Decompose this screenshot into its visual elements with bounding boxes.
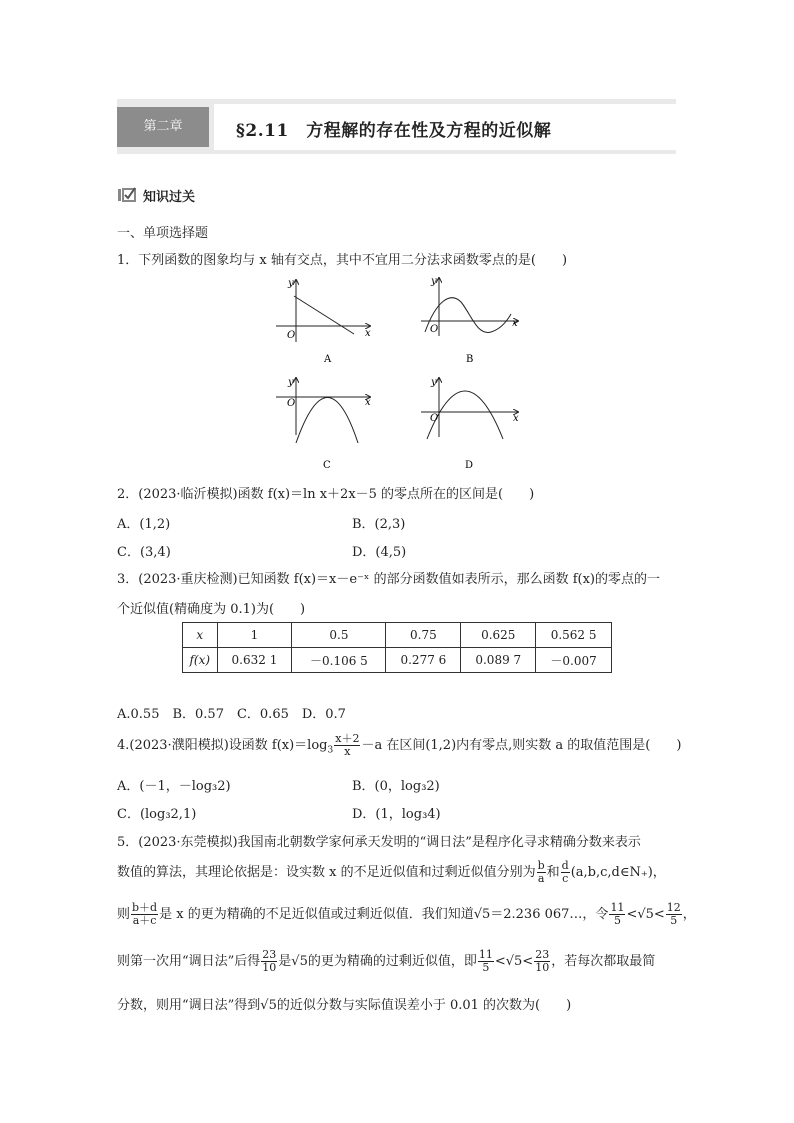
graph-c <box>270 375 380 475</box>
text-segment: 和 <box>546 865 560 880</box>
graph-b-y-label: y <box>431 276 437 287</box>
fraction <box>131 902 158 927</box>
text-segment: 数值的算法，其理论依据是：设实数 x 的不足近似值和过剩近似值分别为 <box>117 865 536 880</box>
page-title: §2.11 方程解的存在性及方程的近似解 <box>236 121 552 141</box>
table-cell: x <box>183 623 218 648</box>
fraction-numerator: 23 <box>262 948 277 961</box>
text-segment: <√5< <box>626 907 665 922</box>
table-cell: 0.562 5 <box>536 623 612 648</box>
question-4-option-d[interactable]: D．(1，log₃4) <box>352 807 441 822</box>
section-title: 知识过关 <box>143 190 196 205</box>
chapter-label: 第二章 <box>117 107 209 147</box>
question-3-options[interactable]: A.0.55 B．0.57 C．0.65 D．0.7 <box>117 707 346 722</box>
graph-a-y-label: y <box>288 278 294 289</box>
part-heading: 一、单项选择题 <box>117 226 209 241</box>
question-4-option-b[interactable]: B．(0，log₃2) <box>352 779 440 794</box>
graph-c-origin: O <box>287 398 296 409</box>
table-cell: 0.625 <box>461 623 536 648</box>
fraction <box>334 733 360 758</box>
question-4-post: －a 在区间(1,2)内有零点,则实数 a 的取值范围是( ) <box>361 738 682 753</box>
question-2-option-d[interactable]: D．(4,5) <box>352 545 407 560</box>
fraction-denominator: 5 <box>670 914 678 927</box>
table-cell: 0.5 <box>292 623 386 648</box>
table-cell: 0.75 <box>386 623 461 648</box>
graph-a-origin: O <box>287 330 296 341</box>
fraction <box>261 949 277 974</box>
graph-d-label: D <box>465 460 474 471</box>
graph-a-x-label: x <box>365 328 371 339</box>
graph-c-label: C <box>323 460 331 471</box>
text-segment: 则 <box>117 907 131 922</box>
question-1-stem: 1．下列函数的图象均与 x 轴有交点，其中不宜用二分法求函数零点的是( ) <box>117 253 568 268</box>
question-3-stem-line2: 个近似值(精确度为 0.1)为( ) <box>117 602 306 617</box>
text-segment: ，若每次都取最简 <box>551 954 656 969</box>
fraction-denominator: a <box>537 872 545 885</box>
graph-d-origin: O <box>430 413 439 424</box>
question-4-pre: 4.(2023·濮阳模拟)设函数 f(x)＝log <box>117 738 328 753</box>
graph-b <box>415 274 525 369</box>
table-cell: 0.632 1 <box>217 648 292 673</box>
question-2-option-c[interactable]: C．(3,4) <box>117 545 171 560</box>
table-cell: 0.277 6 <box>386 648 461 673</box>
table-cell: －0.007 <box>536 648 612 673</box>
fraction-denominator: 10 <box>535 961 550 974</box>
graph-d-y-label: y <box>431 377 437 388</box>
fraction <box>609 902 625 927</box>
question-4-option-c[interactable]: C．(log₃2,1) <box>117 807 197 822</box>
fraction-denominator: 10 <box>262 961 277 974</box>
graph-b-label: B <box>466 354 474 365</box>
fraction-numerator: 11 <box>610 901 625 914</box>
table-cell: 1 <box>217 623 292 648</box>
question-2-stem: 2．(2023·临沂模拟)函数 f(x)＝ln x＋2x－5 的零点所在的区间是( ) <box>117 487 535 502</box>
log-base: 3 <box>327 745 334 756</box>
graph-d-x-label: x <box>513 413 519 424</box>
table-row <box>183 648 612 673</box>
question-5-line3 <box>117 900 696 930</box>
question-2-option-a[interactable]: A．(1,2) <box>117 517 171 532</box>
table-cell: f(x) <box>183 648 218 673</box>
text-segment: 是√5的更为精确的过剩近似值，即 <box>278 954 477 969</box>
table-row <box>183 623 612 648</box>
text-segment: 是 x 的更为精确的不足近似值或过剩近似值．我们知道√5＝2.236 067…，令 <box>159 907 609 922</box>
fraction <box>537 860 546 885</box>
fraction-numerator: 11 <box>478 948 493 961</box>
question-2-option-b[interactable]: B．(2,3) <box>352 517 406 532</box>
graph-b-x-label: x <box>512 318 518 329</box>
question-5-line4 <box>117 947 655 977</box>
graph-a-label: A <box>324 354 332 365</box>
question-5-line1: 5．(2023·东莞模拟)我国南北朝数学家何承天发明的“调日法”是程序化寻求精确分数来表示 <box>117 835 641 850</box>
fraction-numerator: b <box>537 859 545 872</box>
fraction-numerator: 23 <box>535 948 550 961</box>
value-table <box>182 622 612 673</box>
fraction <box>561 860 570 885</box>
text-segment: ， <box>682 907 696 922</box>
question-3-stem-line1: 3．(2023·重庆检测)已知函数 f(x)＝x－e⁻ˣ 的部分函数值如表所示，那么函数 f(x)的零点的一 <box>117 572 660 587</box>
fraction-numerator: x＋2 <box>335 732 360 745</box>
question-4-option-a[interactable]: A．(－1，－log₃2) <box>117 779 231 794</box>
question-4-stem <box>117 731 681 766</box>
fraction <box>666 902 682 927</box>
fraction <box>478 949 494 974</box>
text-segment: (a,b,c,d∈N₊)， <box>570 865 666 880</box>
question-5-line5: 分数，则用“调日法”得到√5的近似分数与实际值误差小于 0.01 的次数为( ) <box>117 998 572 1013</box>
text-segment: 则第一次用“调日法”后得 <box>117 954 261 969</box>
graph-b-origin: O <box>430 324 439 335</box>
fraction-numerator: b＋d <box>132 901 158 914</box>
fraction-numerator: 12 <box>666 901 681 914</box>
question-5-line2 <box>117 858 666 888</box>
fraction-denominator: a＋c <box>132 914 157 927</box>
fraction-denominator: x <box>344 745 351 758</box>
fraction-denominator: 5 <box>613 914 621 927</box>
graph-c-y-label: y <box>288 377 294 388</box>
checkbox-icon <box>117 186 137 202</box>
fraction-denominator: 5 <box>482 961 490 974</box>
fraction-denominator: c <box>562 872 569 885</box>
fraction-numerator: d <box>561 859 569 872</box>
graph-d <box>415 375 525 475</box>
fraction <box>534 949 550 974</box>
table-cell: －0.106 5 <box>292 648 386 673</box>
graph-c-x-label: x <box>365 397 371 408</box>
graph-a <box>270 274 380 369</box>
table-cell: 0.089 7 <box>461 648 536 673</box>
text-segment: <√5< <box>494 954 534 969</box>
